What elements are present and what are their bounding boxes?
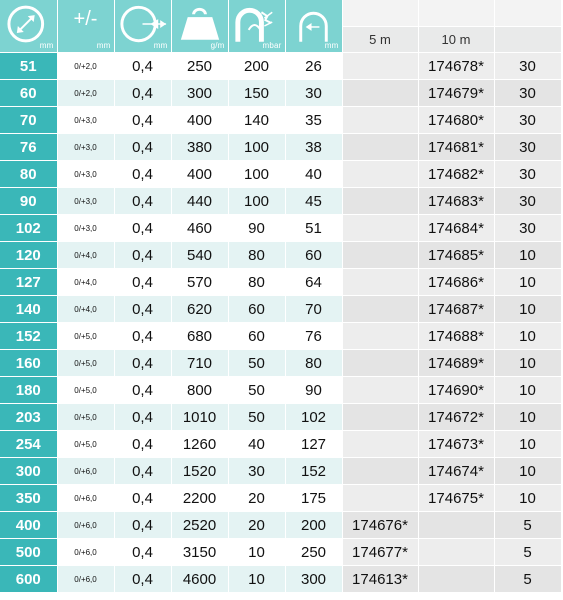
cell-bend-radius: 250 <box>285 539 342 566</box>
cell-bend-radius: 90 <box>285 377 342 404</box>
cell-wall: 0,4 <box>114 215 171 242</box>
cell-tolerance: 0/+5,0 <box>57 431 114 458</box>
cell-tolerance: 0/+3,0 <box>57 107 114 134</box>
cell-diameter: 51 <box>0 53 57 80</box>
cell-part-10m: 174675* <box>418 485 494 512</box>
cell-tolerance: 0/+3,0 <box>57 188 114 215</box>
unit-diameter: mm <box>39 41 54 50</box>
table-row <box>0 296 561 323</box>
cell-pressure: 50 <box>228 404 285 431</box>
cell-pressure: 50 <box>228 350 285 377</box>
header-pad <box>343 0 418 27</box>
table-row <box>0 80 561 107</box>
cell-pressure: 80 <box>228 242 285 269</box>
cell-pressure: 20 <box>228 485 285 512</box>
cell-diameter: 500 <box>0 539 57 566</box>
cell-pressure: 10 <box>228 566 285 593</box>
cell-wall: 0,4 <box>114 566 171 593</box>
cell-diameter: 90 <box>0 188 57 215</box>
cell-pressure: 60 <box>228 296 285 323</box>
cell-bend-radius: 35 <box>285 107 342 134</box>
header-diameter <box>0 0 57 53</box>
header-5m-label: 5 m <box>369 32 391 47</box>
cell-bend-radius: 152 <box>285 458 342 485</box>
cell-pressure: 90 <box>228 215 285 242</box>
cell-weight: 400 <box>171 161 228 188</box>
cell-wall: 0,4 <box>114 134 171 161</box>
cell-tolerance: 0/+5,0 <box>57 323 114 350</box>
cell-part-5m <box>342 323 418 350</box>
cell-part-10m: 174690* <box>418 377 494 404</box>
cell-diameter: 350 <box>0 485 57 512</box>
cell-diameter: 300 <box>0 458 57 485</box>
cell-part-5m: 174676* <box>342 512 418 539</box>
cell-pressure: 10 <box>228 539 285 566</box>
cell-wall: 0,4 <box>114 107 171 134</box>
cell-part-5m <box>342 134 418 161</box>
cell-quantity: 10 <box>494 269 561 296</box>
cell-quantity: 30 <box>494 215 561 242</box>
cell-part-10m: 174688* <box>418 323 494 350</box>
cell-bend-radius: 40 <box>285 161 342 188</box>
cell-wall: 0,4 <box>114 188 171 215</box>
header-tolerance <box>57 0 114 53</box>
cell-pressure: 40 <box>228 431 285 458</box>
cell-part-5m <box>342 458 418 485</box>
cell-diameter: 102 <box>0 215 57 242</box>
cell-pressure: 50 <box>228 377 285 404</box>
cell-tolerance: 0/+5,0 <box>57 377 114 404</box>
header-quantity <box>494 0 561 53</box>
cell-part-10m: 174681* <box>418 134 494 161</box>
unit-weight: g/m <box>210 41 225 50</box>
cell-tolerance: 0/+2,0 <box>57 53 114 80</box>
cell-part-10m <box>418 539 494 566</box>
cell-part-5m <box>342 107 418 134</box>
cell-bend-radius: 45 <box>285 188 342 215</box>
cell-wall: 0,4 <box>114 350 171 377</box>
cell-part-10m: 174684* <box>418 215 494 242</box>
cell-wall: 0,4 <box>114 242 171 269</box>
cell-diameter: 76 <box>0 134 57 161</box>
unit-pressure: mbar <box>262 41 282 50</box>
cell-wall: 0,4 <box>114 431 171 458</box>
cell-tolerance: 0/+6,0 <box>57 458 114 485</box>
header-bend-radius <box>285 0 342 53</box>
cell-part-10m: 174689* <box>418 350 494 377</box>
tolerance-symbol: +/- <box>73 8 98 30</box>
table-row <box>0 377 561 404</box>
cell-part-10m: 174680* <box>418 107 494 134</box>
cell-tolerance: 0/+3,0 <box>57 134 114 161</box>
header-10m-label: 10 m <box>441 32 471 47</box>
header-pad <box>495 0 561 27</box>
cell-part-10m: 174674* <box>418 458 494 485</box>
cell-diameter: 203 <box>0 404 57 431</box>
cell-quantity: 5 <box>494 566 561 593</box>
cell-part-10m: 174672* <box>418 404 494 431</box>
cell-quantity: 30 <box>494 107 561 134</box>
cell-pressure: 20 <box>228 512 285 539</box>
table-row <box>0 188 561 215</box>
cell-part-5m <box>342 404 418 431</box>
cell-quantity: 30 <box>494 53 561 80</box>
header-10m <box>418 0 494 53</box>
cell-tolerance: 0/+6,0 <box>57 566 114 593</box>
cell-part-10m <box>418 512 494 539</box>
cell-quantity: 10 <box>494 431 561 458</box>
table-row <box>0 107 561 134</box>
cell-tolerance: 0/+6,0 <box>57 485 114 512</box>
cell-tolerance: 0/+2,0 <box>57 80 114 107</box>
cell-bend-radius: 26 <box>285 53 342 80</box>
cell-weight: 400 <box>171 107 228 134</box>
table-row <box>0 242 561 269</box>
cell-part-5m <box>342 53 418 80</box>
cell-tolerance: 0/+3,0 <box>57 215 114 242</box>
cell-part-5m: 174613* <box>342 566 418 593</box>
cell-weight: 1520 <box>171 458 228 485</box>
cell-weight: 300 <box>171 80 228 107</box>
cell-weight: 2200 <box>171 485 228 512</box>
cell-pressure: 200 <box>228 53 285 80</box>
header-5m <box>342 0 418 53</box>
cell-wall: 0,4 <box>114 377 171 404</box>
cell-quantity: 30 <box>494 161 561 188</box>
table-row <box>0 566 561 593</box>
cell-weight: 800 <box>171 377 228 404</box>
cell-part-5m <box>342 269 418 296</box>
table-row <box>0 161 561 188</box>
cell-diameter: 400 <box>0 512 57 539</box>
table-row <box>0 404 561 431</box>
cell-wall: 0,4 <box>114 512 171 539</box>
cell-diameter: 80 <box>0 161 57 188</box>
table-row <box>0 269 561 296</box>
table-row <box>0 350 561 377</box>
cell-pressure: 60 <box>228 323 285 350</box>
table-row <box>0 134 561 161</box>
cell-quantity: 30 <box>494 80 561 107</box>
cell-bend-radius: 60 <box>285 242 342 269</box>
cell-tolerance: 0/+3,0 <box>57 161 114 188</box>
cell-diameter: 60 <box>0 80 57 107</box>
cell-wall: 0,4 <box>114 161 171 188</box>
table-row <box>0 431 561 458</box>
cell-quantity: 10 <box>494 377 561 404</box>
cell-tolerance: 0/+4,0 <box>57 296 114 323</box>
unit-bend-radius: mm <box>324 41 339 50</box>
cell-part-10m <box>418 566 494 593</box>
cell-diameter: 160 <box>0 350 57 377</box>
table-row <box>0 215 561 242</box>
cell-quantity: 10 <box>494 296 561 323</box>
cell-quantity: 30 <box>494 188 561 215</box>
cell-diameter: 152 <box>0 323 57 350</box>
cell-part-10m: 174686* <box>418 269 494 296</box>
table-row <box>0 323 561 350</box>
cell-bend-radius: 175 <box>285 485 342 512</box>
cell-quantity: 10 <box>494 242 561 269</box>
cell-part-10m: 174682* <box>418 161 494 188</box>
cell-bend-radius: 80 <box>285 350 342 377</box>
cell-quantity: 5 <box>494 539 561 566</box>
cell-part-5m <box>342 161 418 188</box>
cell-wall: 0,4 <box>114 323 171 350</box>
cell-diameter: 127 <box>0 269 57 296</box>
cell-bend-radius: 300 <box>285 566 342 593</box>
cell-part-5m <box>342 350 418 377</box>
cell-bend-radius: 200 <box>285 512 342 539</box>
cell-bend-radius: 51 <box>285 215 342 242</box>
cell-part-5m: 174677* <box>342 539 418 566</box>
cell-weight: 4600 <box>171 566 228 593</box>
table-row <box>0 512 561 539</box>
cell-part-5m <box>342 431 418 458</box>
cell-pressure: 150 <box>228 80 285 107</box>
cell-quantity: 30 <box>494 134 561 161</box>
cell-part-10m: 174673* <box>418 431 494 458</box>
cell-quantity: 10 <box>494 404 561 431</box>
cell-weight: 250 <box>171 53 228 80</box>
cell-bend-radius: 70 <box>285 296 342 323</box>
cell-pressure: 80 <box>228 269 285 296</box>
unit-wall: mm <box>153 41 168 50</box>
cell-weight: 710 <box>171 350 228 377</box>
cell-weight: 540 <box>171 242 228 269</box>
cell-pressure: 30 <box>228 458 285 485</box>
header-weight <box>171 0 228 53</box>
cell-part-5m <box>342 188 418 215</box>
cell-weight: 460 <box>171 215 228 242</box>
table-row <box>0 485 561 512</box>
cell-part-10m: 174679* <box>418 80 494 107</box>
cell-part-5m <box>342 242 418 269</box>
header-quantity-label <box>495 27 561 52</box>
table-row <box>0 539 561 566</box>
cell-bend-radius: 76 <box>285 323 342 350</box>
cell-part-5m <box>342 80 418 107</box>
cell-pressure: 140 <box>228 107 285 134</box>
cell-quantity: 10 <box>494 458 561 485</box>
cell-pressure: 100 <box>228 188 285 215</box>
cell-part-5m <box>342 215 418 242</box>
cell-tolerance: 0/+6,0 <box>57 512 114 539</box>
cell-weight: 3150 <box>171 539 228 566</box>
cell-quantity: 10 <box>494 323 561 350</box>
unit-tolerance: mm <box>96 41 111 50</box>
cell-tolerance: 0/+6,0 <box>57 539 114 566</box>
cell-wall: 0,4 <box>114 404 171 431</box>
cell-part-10m: 174687* <box>418 296 494 323</box>
cell-weight: 570 <box>171 269 228 296</box>
cell-bend-radius: 64 <box>285 269 342 296</box>
cell-part-10m: 174678* <box>418 53 494 80</box>
cell-weight: 620 <box>171 296 228 323</box>
cell-weight: 1260 <box>171 431 228 458</box>
cell-wall: 0,4 <box>114 458 171 485</box>
cell-wall: 0,4 <box>114 296 171 323</box>
cell-quantity: 5 <box>494 512 561 539</box>
header-pressure <box>228 0 285 53</box>
table-body <box>0 53 561 593</box>
cell-part-5m <box>342 485 418 512</box>
table-row <box>0 458 561 485</box>
cell-part-10m: 174683* <box>418 188 494 215</box>
table-row <box>0 53 561 80</box>
cell-diameter: 600 <box>0 566 57 593</box>
cell-bend-radius: 127 <box>285 431 342 458</box>
header-wall <box>114 0 171 53</box>
cell-weight: 380 <box>171 134 228 161</box>
header-pad <box>419 0 494 27</box>
cell-diameter: 70 <box>0 107 57 134</box>
cell-bend-radius: 30 <box>285 80 342 107</box>
cell-diameter: 180 <box>0 377 57 404</box>
cell-diameter: 140 <box>0 296 57 323</box>
header-row <box>0 0 561 53</box>
cell-diameter: 254 <box>0 431 57 458</box>
cell-tolerance: 0/+4,0 <box>57 269 114 296</box>
cell-weight: 440 <box>171 188 228 215</box>
cell-wall: 0,4 <box>114 485 171 512</box>
cell-weight: 2520 <box>171 512 228 539</box>
cell-part-5m <box>342 296 418 323</box>
cell-tolerance: 0/+5,0 <box>57 404 114 431</box>
cell-wall: 0,4 <box>114 53 171 80</box>
cell-pressure: 100 <box>228 161 285 188</box>
cell-quantity: 10 <box>494 485 561 512</box>
cell-part-10m: 174685* <box>418 242 494 269</box>
cell-wall: 0,4 <box>114 539 171 566</box>
cell-part-5m <box>342 377 418 404</box>
cell-weight: 1010 <box>171 404 228 431</box>
cell-wall: 0,4 <box>114 269 171 296</box>
cell-weight: 680 <box>171 323 228 350</box>
cell-bend-radius: 102 <box>285 404 342 431</box>
cell-diameter: 120 <box>0 242 57 269</box>
cell-quantity: 10 <box>494 350 561 377</box>
cell-bend-radius: 38 <box>285 134 342 161</box>
cell-tolerance: 0/+4,0 <box>57 242 114 269</box>
cell-pressure: 100 <box>228 134 285 161</box>
cell-wall: 0,4 <box>114 80 171 107</box>
cell-tolerance: 0/+5,0 <box>57 350 114 377</box>
